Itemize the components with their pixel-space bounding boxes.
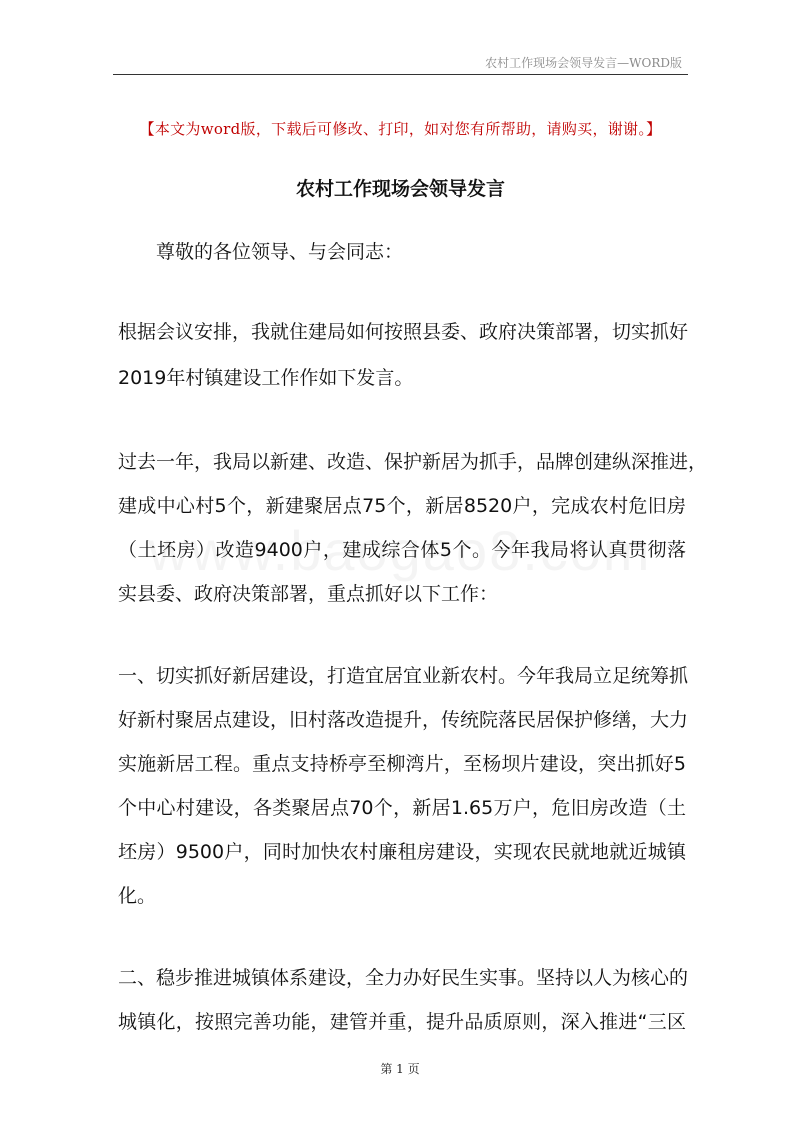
page-number: 第 1 页 bbox=[380, 1062, 420, 1076]
paragraph-line: 实施新居工程。重点支持桥亭至柳湾片，至杨坝片建设，突出抓好5 bbox=[118, 753, 686, 775]
paragraph-line: 根据会议安排，我就住建局如何按照县委、政府决策部署，切实抓好 bbox=[118, 321, 689, 343]
paragraph-line: 建成中心村5个，新建聚居点75个，新居8520户，完成农村危旧房 bbox=[118, 495, 686, 517]
paragraph-line: 二、稳步推进城镇体系建设，全力办好民生实事。坚持以人为核心的 bbox=[118, 967, 689, 989]
paragraph-line: 坯房）9500户，同时加快农村廉租房建设，实现农民就地就近城镇 bbox=[118, 841, 686, 863]
paragraph-line: 个中心村建设，各类聚居点70个，新居1.65万户，危旧房改造（土 bbox=[118, 797, 686, 819]
download-notice: 【本文为word版，下载后可修改、打印，如对您有所帮助，请购买，谢谢。】 bbox=[139, 120, 662, 138]
paragraph-line: 过去一年，我局以新建、改造、保护新居为抓手，品牌创建纵深推进， bbox=[118, 451, 708, 473]
paragraph-line: 一、切实抓好新居建设，打造宜居宜业新农村。今年我局立足统筹抓 bbox=[118, 665, 689, 687]
paragraph-line: 2019年村镇建设工作作如下发言。 bbox=[118, 367, 414, 389]
running-header: 农村工作现场会领导发言—WORD版 bbox=[485, 56, 682, 70]
paragraph-line: 化。 bbox=[118, 885, 157, 907]
document-title: 农村工作现场会领导发言 bbox=[295, 178, 505, 200]
paragraph-line: 好新村聚居点建设，旧村落改造提升，传统院落民居保护修缮，大力 bbox=[118, 709, 689, 731]
paragraph-line: 城镇化，按照完善功能，建管并重，提升品质原则，深入推进“三区 bbox=[118, 1011, 686, 1033]
paragraph-line: 实县委、政府决策部署，重点抓好以下工作： bbox=[118, 583, 499, 605]
header-rule bbox=[113, 74, 688, 75]
paragraph-line: （土坯房）改造9400户，建成综合体5个。今年我局将认真贯彻落 bbox=[118, 539, 686, 561]
salutation: 尊敬的各位领导、与会同志： bbox=[156, 241, 404, 263]
